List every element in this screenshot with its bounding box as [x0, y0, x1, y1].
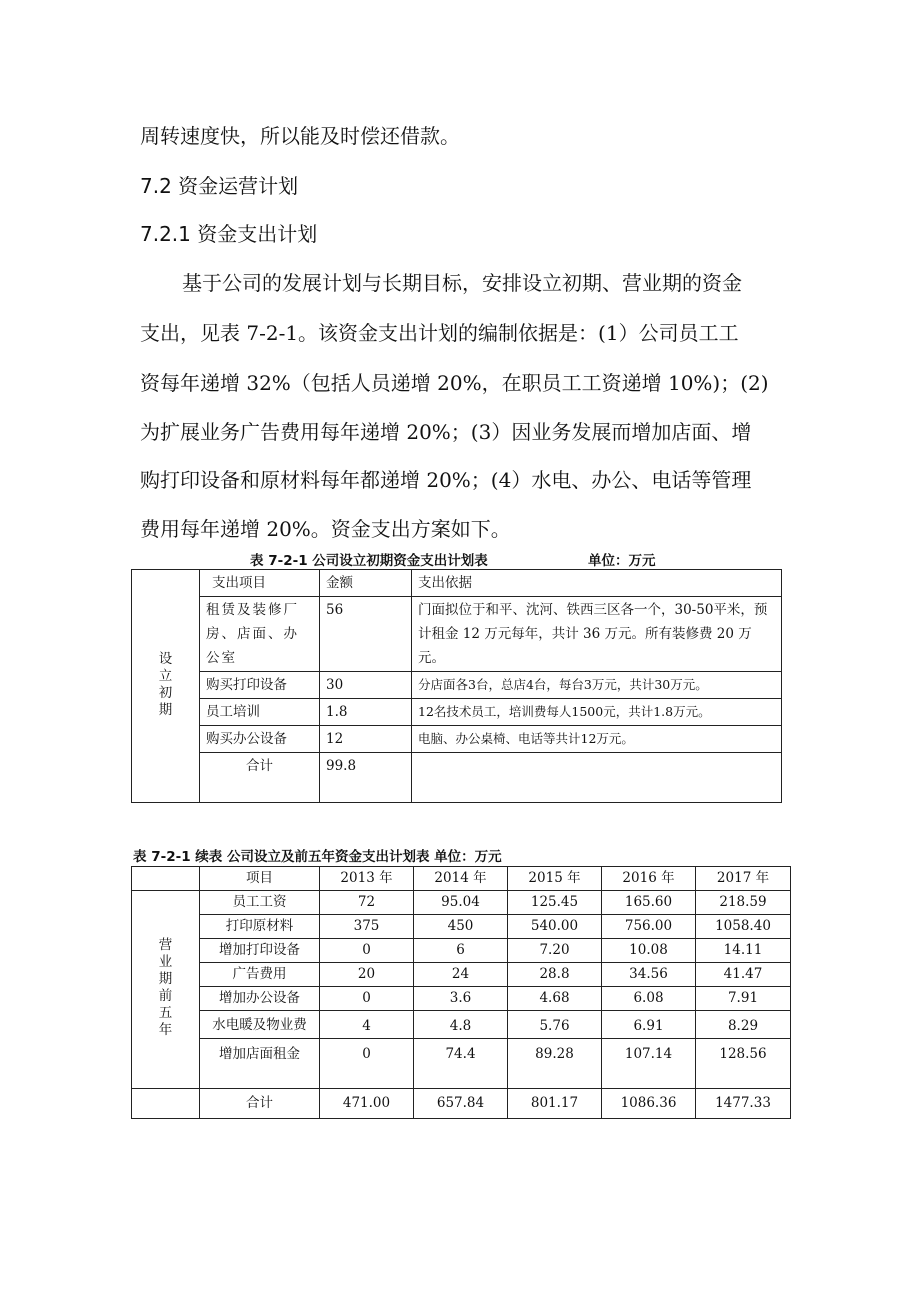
- table-cell: 12名技术员工，培训费每人1500元，共计1.8万元。: [412, 699, 782, 726]
- table-cell: 水电暖及物业费: [200, 1011, 320, 1039]
- table-cell: [412, 753, 782, 803]
- table-cell: 7.20: [508, 939, 602, 963]
- table-cell: 56: [320, 597, 412, 672]
- table-row: [132, 963, 791, 987]
- table1-section-label: 设立初期: [132, 570, 200, 803]
- table-header-cell: 2015 年: [508, 867, 602, 891]
- table-total-label: 合计: [200, 753, 320, 803]
- table-cell: 28.8: [508, 963, 602, 987]
- table1-caption: 表 7-2-1 公司设立初期资金支出计划表: [250, 553, 488, 569]
- table-cell: 10.08: [602, 939, 696, 963]
- table2-section-label: 营业期前五年: [132, 891, 200, 1089]
- section-heading: 7.2 资金运营计划: [140, 174, 299, 198]
- table-cell: 分店面各3台，总店4台，每台3万元，共计30万元。: [412, 672, 782, 699]
- table-total-cell: 1086.36: [602, 1089, 696, 1119]
- table-row: [132, 1039, 791, 1089]
- table-cell: 165.60: [602, 891, 696, 915]
- table-cell: 6.91: [602, 1011, 696, 1039]
- table1: [131, 569, 782, 803]
- table-cell: 增加办公设备: [200, 987, 320, 1011]
- table-cell: 门面拟位于和平、沈河、铁西三区各一个，30-50平米，预计租金 12 万元每年，共计 36 万元。所有装修费 20 万元。: [412, 597, 782, 672]
- table-cell: 41.47: [696, 963, 791, 987]
- body-line: 费用每年递增 20%。资金支出方案如下。: [140, 517, 511, 541]
- table-cell: 1058.40: [696, 915, 791, 939]
- table-cell: 375: [320, 915, 414, 939]
- table-row: [132, 597, 782, 672]
- table-cell: 打印原材料: [200, 915, 320, 939]
- table-cell: 125.45: [508, 891, 602, 915]
- table-cell: 34.56: [602, 963, 696, 987]
- table-cell: 128.56: [696, 1039, 791, 1089]
- table-cell: 6: [414, 939, 508, 963]
- table-cell: 增加打印设备: [200, 939, 320, 963]
- table-cell: 电脑、办公桌椅、电话等共计12万元。: [412, 726, 782, 753]
- table-total-label: 合计: [200, 1089, 320, 1119]
- table-header-cell: 支出项目: [200, 570, 320, 597]
- body-line: 购打印设备和原材料每年都递增 20%；(4）水电、办公、电话等管理: [140, 468, 752, 492]
- table-cell: 89.28: [508, 1039, 602, 1089]
- table-total-cell: 657.84: [414, 1089, 508, 1119]
- table-cell: 购买办公设备: [200, 726, 320, 753]
- table-cell: [132, 1089, 200, 1119]
- body-line: 支出，见表 7-2-1。该资金支出计划的编制依据是：(1）公司员工工: [140, 321, 739, 345]
- table-cell: 0: [320, 987, 414, 1011]
- table-cell: 72: [320, 891, 414, 915]
- table-cell: 540.00: [508, 915, 602, 939]
- table-cell: 20: [320, 963, 414, 987]
- table-total-row: [132, 1089, 791, 1119]
- body-line: 基于公司的发展计划与长期目标，安排设立初期、营业期的资金: [182, 271, 742, 295]
- table-row: [132, 987, 791, 1011]
- table-header-cell: 2016 年: [602, 867, 696, 891]
- table2-caption: 表 7-2-1 续表 公司设立及前五年资金支出计划表 单位：万元: [133, 849, 502, 865]
- table-cell: 租赁及装修厂房、店面、办公室: [200, 597, 320, 672]
- table-header-row: [132, 570, 782, 597]
- table-header-row: [132, 867, 791, 891]
- table-cell: 14.11: [696, 939, 791, 963]
- table-row: [132, 699, 782, 726]
- subsection-heading: 7.2.1 资金支出计划: [140, 222, 318, 246]
- table-cell: 3.6: [414, 987, 508, 1011]
- table-cell: 107.14: [602, 1039, 696, 1089]
- table-cell: 8.29: [696, 1011, 791, 1039]
- table-cell: 4: [320, 1011, 414, 1039]
- table-cell: 员工工资: [200, 891, 320, 915]
- table-cell: 7.91: [696, 987, 791, 1011]
- table-total-cell: 801.17: [508, 1089, 602, 1119]
- table-header-cell: 2013 年: [320, 867, 414, 891]
- table-cell: 员工培训: [200, 699, 320, 726]
- table-cell: 95.04: [414, 891, 508, 915]
- table-cell: 756.00: [602, 915, 696, 939]
- table-cell: 6.08: [602, 987, 696, 1011]
- table-header-cell: 金额: [320, 570, 412, 597]
- table-row: [132, 915, 791, 939]
- table-row: [132, 891, 791, 915]
- table-cell: 0: [320, 939, 414, 963]
- table-row: [132, 726, 782, 753]
- table1-unit: 单位：万元: [588, 553, 656, 569]
- table-cell: 4.8: [414, 1011, 508, 1039]
- table-cell: 74.4: [414, 1039, 508, 1089]
- table-total-amount: 99.8: [320, 753, 412, 803]
- table-header-cell: 2017 年: [696, 867, 791, 891]
- table-row: [132, 1011, 791, 1039]
- table-cell: 5.76: [508, 1011, 602, 1039]
- table-row: [132, 672, 782, 699]
- table-cell: 广告费用: [200, 963, 320, 987]
- paragraph-top: 周转速度快，所以能及时偿还借款。: [140, 124, 460, 148]
- table-total-cell: 471.00: [320, 1089, 414, 1119]
- table-cell: 1.8: [320, 699, 412, 726]
- table-cell: 增加店面租金: [200, 1039, 320, 1089]
- table-total-cell: 1477.33: [696, 1089, 791, 1119]
- table-cell: 218.59: [696, 891, 791, 915]
- table-cell: 24: [414, 963, 508, 987]
- table-cell: 12: [320, 726, 412, 753]
- table-cell: 0: [320, 1039, 414, 1089]
- body-line: 为扩展业务广告费用每年递增 20%；(3）因业务发展而增加店面、增: [140, 420, 752, 444]
- table-cell: 购买打印设备: [200, 672, 320, 699]
- table-header-cell: 2014 年: [414, 867, 508, 891]
- table-total-row: [132, 753, 782, 803]
- table-cell: [132, 867, 200, 891]
- table-row: [132, 939, 791, 963]
- body-line: 资每年递增 32%（包括人员递增 20%，在职员工工资递增 10%)；(2): [140, 371, 769, 395]
- table-cell: 4.68: [508, 987, 602, 1011]
- table-header-cell: 支出依据: [412, 570, 782, 597]
- table-header-cell: 项目: [200, 867, 320, 891]
- table-cell: 450: [414, 915, 508, 939]
- table-cell: 30: [320, 672, 412, 699]
- table2: [131, 866, 791, 1119]
